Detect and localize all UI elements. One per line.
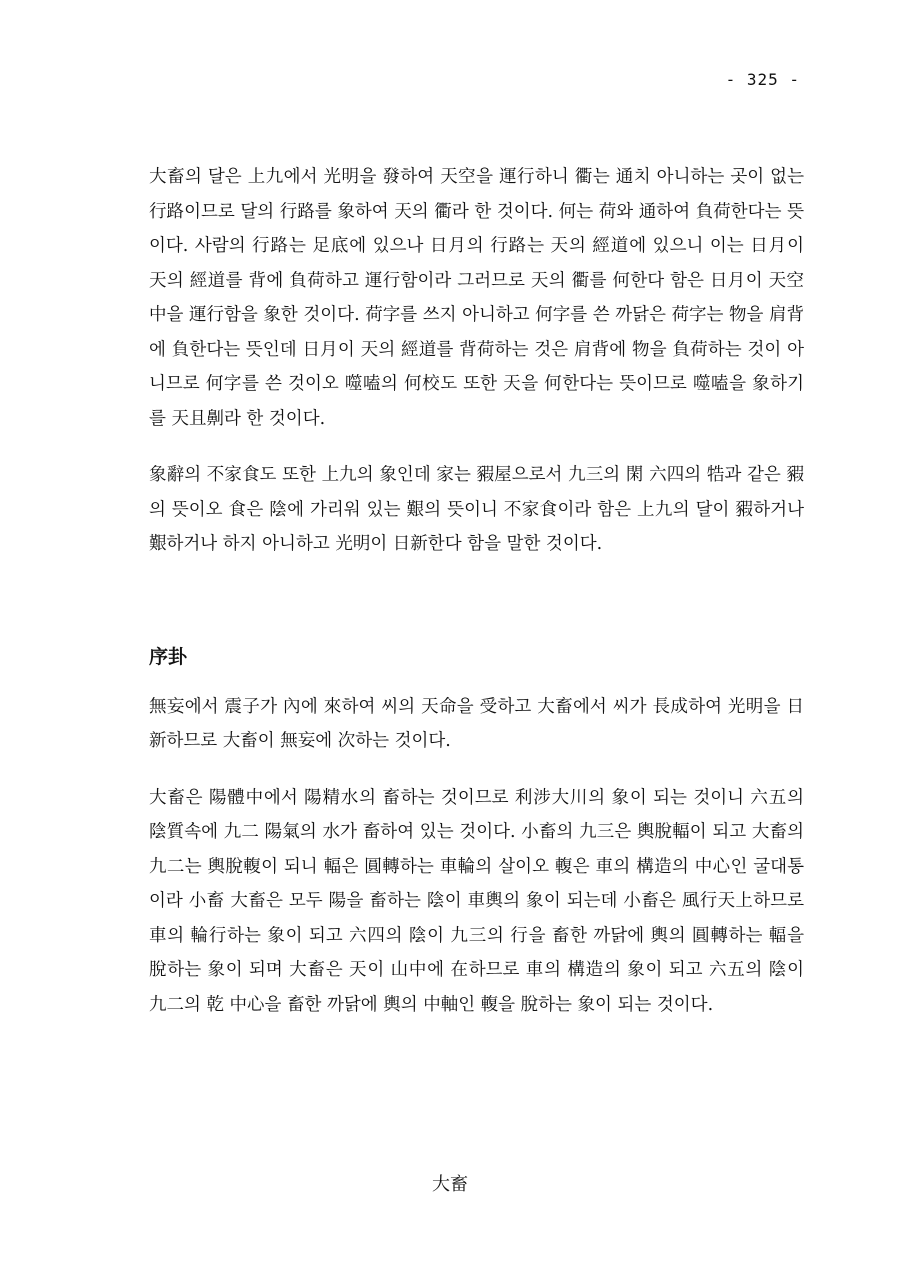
paragraph-commentary-2: 象辭의 不家食도 또한 上九의 象인데 家는 豭屋으로서 九三의 閑 六四의 牿과 같은 豭의 뜻이오 食은 陰에 가리워 있는 艱의 뜻이니 不家食이라 함은 上九의 달이 豭하거나 艱하거나 하지 아니하고 光明이 日新한다 함을 말한 것이다. xyxy=(149,465,804,554)
document-body xyxy=(149,160,804,1022)
paragraph-commentary-1: 大畜의 달은 上九에서 光明을 發하여 天空을 運行하니 衢는 通치 아니하는 곳이 없는 行路이므로 달의 行路를 象하여 天의 衢라 한 것이다. 何는 荷와 通하여 負荷한다는 뜻이다. 사람의 行路는 足底에 있으나 日月의 行路는 天의 經道에 있으니 이는 日月이 天의 經道를 背에 負荷하고 運行함이라 그러므로 天의 衢를 何한다 함은 日月이 天空中을 運行함을 象한 것이다. 荷字를 쓰지 아니하고 何字를 쓴 까닭은 荷字는 物을 肩背에 負한다는 뜻인데 日月이 天의 經道를 背荷하는 것은 肩背에 物을 負荷하는 것이 아니므로 何字를 쓴 것이오 噬嗑의 何校도 또한 天을 何한다는 뜻이므로 噬嗑을 象하기를 天且劓라 한 것이다. xyxy=(149,167,804,429)
section-title: 序卦 xyxy=(149,645,188,668)
paragraph-analysis: 大畜은 陽體中에서 陽精水의 畜하는 것이므로 利涉大川의 象이 되는 것이니 六五의 陰質속에 九二 陽氣의 水가 畜하여 있는 것이다. 小畜의 九三은 輿脫輻이 되고 大畜의 九二는 輿脫輹이 되니 輻은 圓轉하는 車輪의 살이오 輹은 車의 構造의 中心인 굴대통이라 小畜 大畜은 모두 陽을 畜하는 陰이 車輿의 象이 되는데 小畜은 風行天上하므로 車의 輪行하는 象이 되고 六四의 陰이 九三의 行을 畜한 까닭에 輿의 圓轉하는 輻을 脫하는 象이 되며 大畜은 天이 山中에 在하므로 車의 構造의 象이 되고 六五의 陰이 九二의 乾 中心을 畜한 까닭에 輿의 中軸인 輹을 脫하는 象이 되는 것이다. xyxy=(149,787,804,1015)
paragraph-sequence: 無妄에서 震子가 內에 來하여 씨의 天命을 受하고 大畜에서 씨가 長成하여 光明을 日新하므로 大畜이 無妄에 次하는 것이다. xyxy=(149,696,804,751)
page-number: - 325 - xyxy=(725,70,800,89)
footer-label: 大畜 xyxy=(432,1174,468,1195)
